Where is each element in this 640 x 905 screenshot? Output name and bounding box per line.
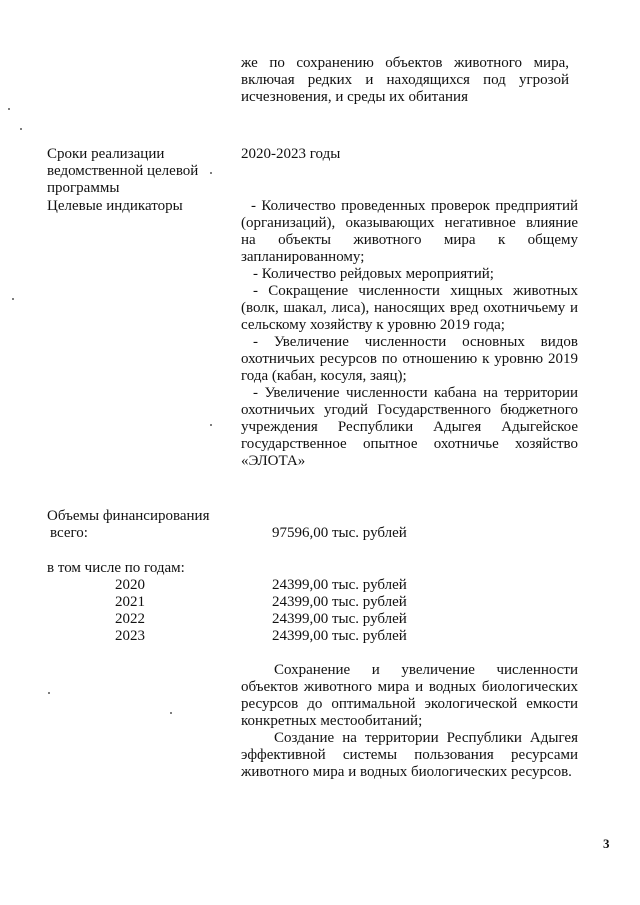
financing-year: 2020 [115,577,145,593]
indicator-line: охотничьих ресурсов по отношению к уровню 2019 [241,351,578,367]
indicator-line: на объекты животного мира к общему [241,232,578,248]
financing-label: Объемы финансирования [47,508,210,524]
indicator-line: запланированному; [241,249,365,265]
indicator-line: государственное опытное охотничье хозяйство [241,436,578,452]
scan-speck [210,424,212,426]
result-line: объектов животного мира и водных биологических [241,679,578,695]
intro-block [241,55,569,106]
indicator-line: - Сокращение численности хищных животных [253,283,578,299]
scan-speck [8,108,10,110]
timeline-value: 2020-2023 годы [241,146,341,162]
financing-total-value: 97596,00 тыс. рублей [272,525,407,541]
indicators-label: Целевые индикаторы [47,198,183,214]
intro-line: включая редких и находящихся под угрозой [241,72,569,88]
scan-speck [20,128,22,130]
financing-year: 2022 [115,611,145,627]
result-line: животного мира и водных биологических ресурсов. [241,764,572,780]
indicator-line: - Количество рейдовых мероприятий; [253,266,494,282]
financing-year: 2023 [115,628,145,644]
financing-amount: 24399,00 тыс. рублей [272,611,407,627]
result-line: эффективной системы пользования ресурсами [241,747,578,763]
result-line: конкретных местообитаний; [241,713,423,729]
indicator-line: (организаций), оказывающих негативное влияние [241,215,578,231]
indicator-line: - Увеличение численности кабана на территории [253,385,578,401]
timeline-label-line: программы [47,180,120,196]
scan-speck [48,692,50,694]
financing-by-years-label: в том числе по годам: [47,560,185,576]
result-line: Сохранение и увеличение численности [274,662,578,678]
indicator-line: года (кабан, косуля, заяц); [241,368,407,384]
indicator-line: сельскому хозяйству к уровню 2019 года; [241,317,505,333]
indicator-line: - Количество проведенных проверок предприятий [251,198,578,214]
intro-line: исчезновения, и среды их обитания [241,89,468,105]
timeline-label-line: ведомственной целевой [47,163,199,179]
intro-line: же по сохранению объектов животного мира, [241,55,569,71]
page-number: 3 [603,836,610,851]
financing-amount: 24399,00 тыс. рублей [272,577,407,593]
indicator-line: - Увеличение численности основных видов [253,334,578,350]
scan-speck [12,298,14,300]
result-line: Создание на территории Республики Адыгея [274,730,578,746]
indicator-line: «ЭЛОТА» [241,453,306,469]
results-block [241,662,578,781]
financing-amount: 24399,00 тыс. рублей [272,628,407,644]
indicator-line: охотничьих угодий Государственного бюджетного [241,402,578,418]
timeline-label-line: Сроки реализации [47,146,165,162]
timeline-label [47,146,237,197]
indicators-list [241,198,578,470]
result-line: ресурсов до оптимальной экологической емкости [241,696,578,712]
indicator-line: (волк, шакал, лиса), наносящих вред охотничьему и [241,300,578,316]
scan-speck [210,172,212,174]
indicator-line: учреждения Республики Адыгея Адыгейское [241,419,578,435]
scan-speck [170,712,172,714]
financing-year: 2021 [115,594,145,610]
financing-total-label: всего: [50,525,88,541]
financing-amount: 24399,00 тыс. рублей [272,594,407,610]
